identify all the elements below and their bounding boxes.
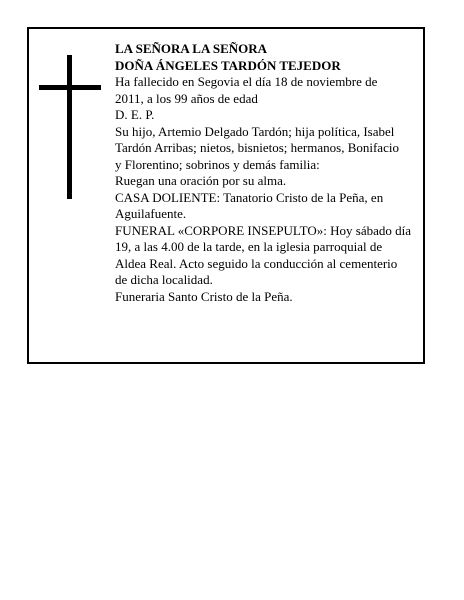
family-line: Tardón Arribas; nietos, bisnietos; hermanos, Bonifacio	[115, 140, 399, 155]
mourning-house-line: Aguilafuente.	[115, 206, 187, 221]
title-line: LA SEÑORA LA SEÑORA	[115, 41, 268, 56]
family-line: Su hijo, Artemio Delgado Tardón; hija política, Isabel	[115, 123, 395, 139]
funeral-line: de dicha localidad.	[115, 272, 213, 287]
funeral-line: 19, a las 4.00 de la tarde, en la iglesia parroquial de	[115, 239, 383, 254]
death-info-line: 2011, a los 99 años de edad	[115, 90, 258, 106]
prayer-line: Ruegan una oración por su alma.	[115, 173, 287, 188]
death-info-line: Ha fallecido en Segovia el día 18 de noviembre de	[115, 74, 378, 89]
cross-icon	[39, 55, 101, 199]
deceased-name: DOÑA ÁNGELES TARDÓN TEJEDOR	[115, 57, 341, 73]
cross-horizontal-bar	[39, 85, 101, 90]
funeral-line: Aldea Real. Acto seguido la conducción al cementerio	[115, 255, 398, 271]
dep-line: D. E. P.	[115, 107, 155, 122]
obituary-notice	[27, 27, 425, 364]
funeral-home-line: Funeraria Santo Cristo de la Peña.	[115, 288, 293, 304]
notice-text	[115, 41, 425, 305]
mourning-house-line: CASA DOLIENTE: Tanatorio Cristo de la Peña, en	[115, 189, 384, 205]
cross-vertical-bar	[67, 55, 72, 199]
funeral-line: FUNERAL «CORPORE INSEPULTO»: Hoy sábado día	[115, 222, 412, 238]
family-line: y Florentino; sobrinos y demás familia:	[115, 156, 320, 172]
